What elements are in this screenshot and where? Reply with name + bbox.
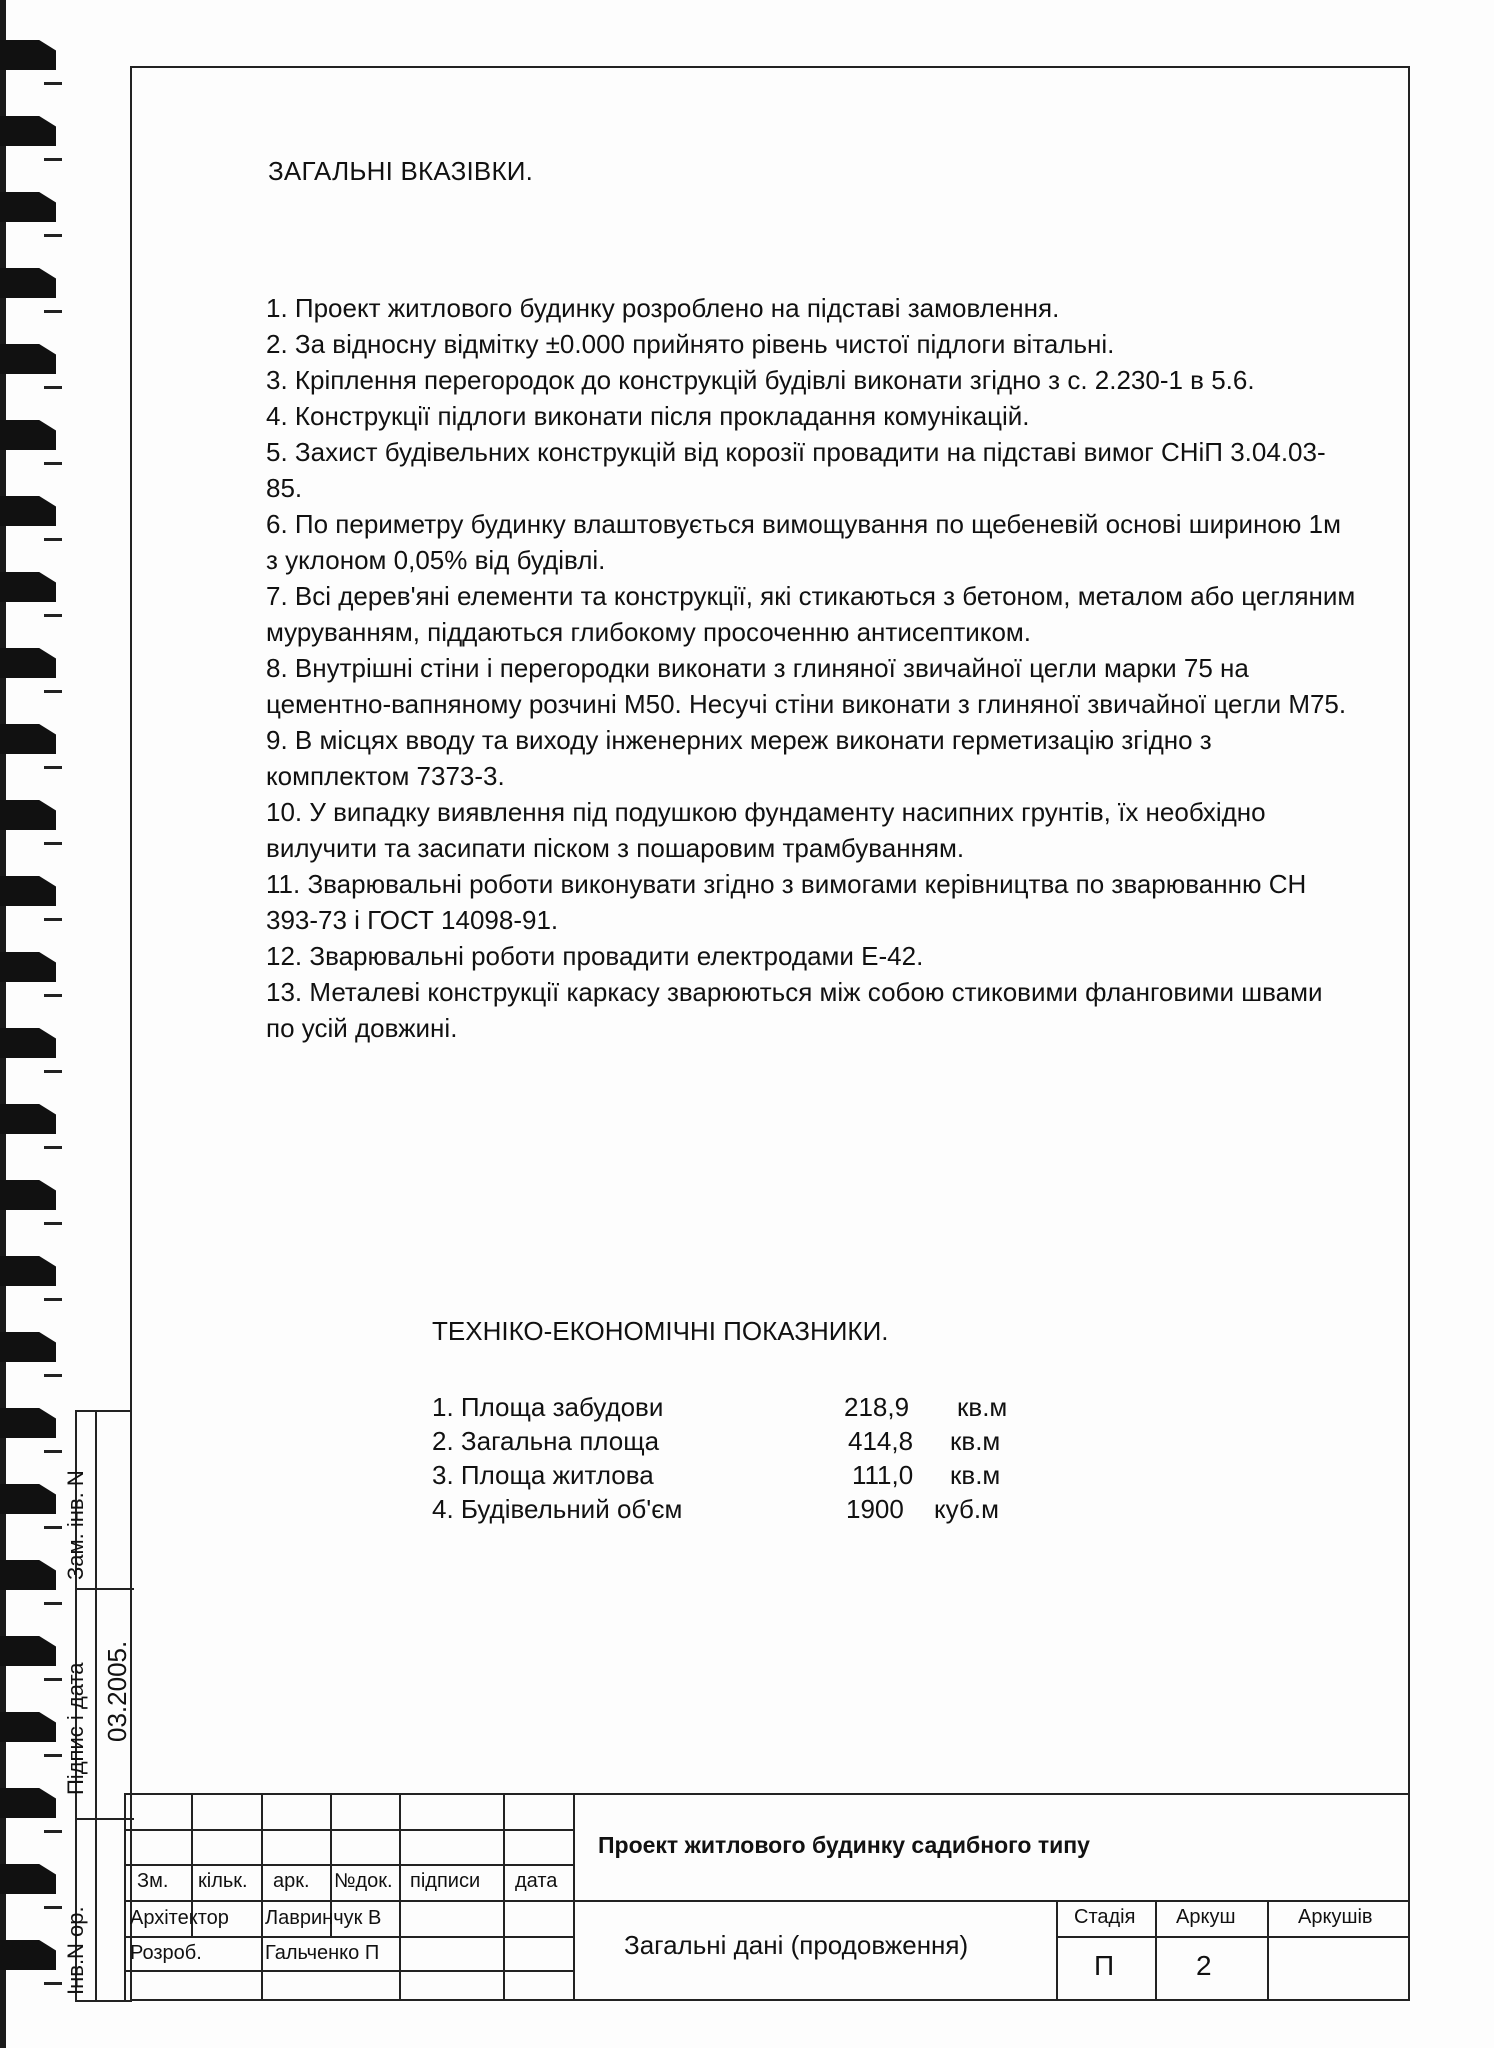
binding-tick bbox=[44, 994, 62, 997]
tb-line bbox=[124, 1793, 1410, 1795]
tb-col-header: арк. bbox=[273, 1870, 310, 1892]
note-item: 8. Внутрішні стіни і перегородки виконати з глиняної звичайної цегли марки 75 на цементно-вапняному розчині М50. Несучі стіни виконати з глиняної звичайної цегли М75. bbox=[266, 653, 1347, 719]
binding-tick bbox=[44, 386, 62, 389]
note-item: 5. Захист будівельних конструкцій від корозії провадити на підставі вимог СНіП 3.04.03-85. bbox=[266, 437, 1326, 503]
tep-row bbox=[432, 1424, 1052, 1458]
binding-tooth bbox=[0, 1712, 56, 1742]
binding-tooth bbox=[0, 724, 56, 754]
tep-label: 2. Загальна площа bbox=[432, 1426, 660, 1456]
tb-col-header: дата bbox=[515, 1870, 558, 1892]
binding-tooth bbox=[0, 952, 56, 982]
tb-person: Гальченко П bbox=[265, 1942, 380, 1964]
tep-label: 4. Будівельний об'єм bbox=[432, 1494, 683, 1524]
binding-tooth bbox=[0, 268, 56, 298]
binding-tick bbox=[44, 1222, 62, 1225]
binding-tooth bbox=[0, 40, 56, 70]
binding-tooth bbox=[0, 1180, 56, 1210]
tb-line bbox=[124, 1793, 126, 2001]
page-heading: ЗАГАЛЬНІ ВКАЗІВКИ. bbox=[268, 156, 534, 186]
note-item: 11. Зварювальні роботи виконувати згідно з вимогами керівництва по зварюванню СН 393-73 і ГОСТ 14098-91. bbox=[266, 869, 1307, 935]
inv-label: Інв.N ор. bbox=[63, 1906, 88, 1995]
note-item: 10. У випадку виявлення під подушкою фундаменту насипних грунтів, їх необхідно вилучити та засипати піском з пошаровим трамбуванням. bbox=[266, 797, 1266, 863]
note-item: 7. Всі дерев'яні елементи та конструкції, які стикаються з бетоном, металом або цегляним муруванням, піддаються глибокому просоченню антисептиком. bbox=[266, 581, 1356, 647]
binding-tooth bbox=[0, 876, 56, 906]
tep-unit: кв.м bbox=[950, 1460, 1001, 1490]
tep-row bbox=[432, 1492, 1052, 1526]
tb-line bbox=[1155, 1900, 1157, 2001]
binding-tooth bbox=[0, 1788, 56, 1818]
binding-tooth bbox=[0, 572, 56, 602]
tep-label: 3. Площа житлова bbox=[432, 1460, 654, 1490]
note-item: 4. Конструкції підлоги виконати після прокладання комунікацій. bbox=[266, 401, 1030, 431]
tep-value: 218,9 bbox=[844, 1392, 910, 1422]
tb-line bbox=[399, 1793, 401, 2001]
stage-value: П bbox=[1094, 1950, 1115, 1981]
note-item: 2. За відносну відмітку ±0.000 прийнято рівень чистої підлоги вітальні. bbox=[266, 329, 1115, 359]
binding-tooth bbox=[0, 1560, 56, 1590]
tep-row bbox=[432, 1458, 1052, 1492]
tep-label: 1. Площа забудови bbox=[432, 1392, 664, 1422]
tep-row bbox=[432, 1390, 1052, 1424]
tb-col-header: Зм. bbox=[137, 1870, 169, 1892]
binding-tooth bbox=[0, 1408, 56, 1438]
sheet-number: 2 bbox=[1196, 1950, 1212, 1981]
tb-line bbox=[573, 1793, 575, 2001]
binding-tick bbox=[44, 1298, 62, 1301]
note-item: 6. По периметру будинку влаштовується вимощування по щебеневій основі шириною 1м з уклоном 0,05% від будівлі. bbox=[266, 509, 1341, 575]
binding-tick bbox=[44, 82, 62, 85]
binding-tooth bbox=[0, 116, 56, 146]
binding-tooth bbox=[0, 800, 56, 830]
binding-tick bbox=[44, 1678, 62, 1681]
tep-unit: кв.м bbox=[957, 1392, 1008, 1422]
zam-label: Зам. інв. N bbox=[63, 1470, 88, 1580]
binding-tooth bbox=[0, 1940, 56, 1970]
note-item: 13. Металеві конструкції каркасу зварюються між собою стиковими фланговими швами по усій довжині. bbox=[266, 977, 1323, 1043]
binding-tick bbox=[44, 310, 62, 313]
tb-col-header: №док. bbox=[334, 1870, 393, 1892]
note-item: 12. Зварювальні роботи провадити електродами Е-42. bbox=[266, 941, 924, 971]
binding-tick bbox=[44, 766, 62, 769]
binding-strip bbox=[0, 0, 62, 2048]
binding-tooth bbox=[0, 344, 56, 374]
binding-tick bbox=[44, 1450, 62, 1453]
binding-tooth bbox=[0, 1484, 56, 1514]
binding-tooth bbox=[0, 420, 56, 450]
sign-date-label: Підпис і дата bbox=[63, 1662, 88, 1795]
binding-tooth bbox=[0, 1028, 56, 1058]
binding-tick bbox=[44, 1146, 62, 1149]
binding-tick bbox=[44, 1602, 62, 1605]
stage-label: Стадія bbox=[1074, 1906, 1136, 1928]
side-stamp-inner-line bbox=[95, 1410, 97, 2002]
tb-line bbox=[124, 1936, 574, 1938]
tb-col-header: підписи bbox=[410, 1870, 481, 1892]
binding-tick bbox=[44, 1374, 62, 1377]
binding-tick bbox=[44, 1070, 62, 1073]
binding-tick bbox=[44, 842, 62, 845]
binding-tooth bbox=[0, 1256, 56, 1286]
tb-line bbox=[261, 1793, 263, 2001]
note-item: 1. Проект житлового будинку розроблено на підставі замовлення. bbox=[266, 293, 1060, 323]
general-notes bbox=[266, 290, 1356, 1046]
binding-tooth bbox=[0, 1864, 56, 1894]
sheet-label: Аркуш bbox=[1176, 1906, 1236, 1928]
project-title: Проект житлового будинку садибного типу bbox=[598, 1832, 1090, 1858]
tep-value: 1900 bbox=[846, 1494, 904, 1524]
binding-tooth bbox=[0, 648, 56, 678]
tb-col-header: кільк. bbox=[198, 1870, 248, 1892]
tb-role: Архітектор bbox=[130, 1907, 229, 1929]
tb-line bbox=[1056, 1900, 1058, 2001]
binding-tick bbox=[44, 1754, 62, 1757]
binding-tick bbox=[44, 158, 62, 161]
binding-tick bbox=[44, 918, 62, 921]
tep-list bbox=[432, 1390, 1052, 1526]
note-item: 9. В місцях вводу та виходу інженерних мереж виконати герметизацію згідно з комплектом 7373-3. bbox=[266, 725, 1212, 791]
tep-value: 111,0 bbox=[852, 1460, 914, 1490]
sheets-label: Аркушів bbox=[1298, 1906, 1373, 1928]
tep-unit: кв.м bbox=[950, 1426, 1001, 1456]
binding-tick bbox=[44, 690, 62, 693]
tb-line bbox=[124, 1900, 1410, 1902]
stamp-date: 03.2005. bbox=[102, 1640, 132, 1742]
binding-tick bbox=[44, 1982, 62, 1985]
binding-tick bbox=[44, 614, 62, 617]
binding-tick bbox=[44, 1830, 62, 1833]
sheet-title: Загальні дані (продовження) bbox=[624, 1930, 969, 1960]
tb-person: Лавринчук В bbox=[265, 1907, 382, 1929]
binding-tooth bbox=[0, 1332, 56, 1362]
binding-tick bbox=[44, 1906, 62, 1909]
side-stamp-divider bbox=[77, 1588, 134, 1590]
binding-tooth bbox=[0, 496, 56, 526]
binding-tick bbox=[44, 538, 62, 541]
tb-line bbox=[1056, 1936, 1410, 1938]
binding-tick bbox=[44, 1526, 62, 1529]
tb-line bbox=[1267, 1900, 1269, 2001]
binding-tooth bbox=[0, 192, 56, 222]
binding-tick bbox=[44, 234, 62, 237]
tb-line bbox=[503, 1793, 505, 2001]
binding-tooth bbox=[0, 1636, 56, 1666]
note-item: 3. Кріплення перегородок до конструкцій будівлі виконати згідно з с. 2.230-1 в 5.6. bbox=[266, 365, 1255, 395]
tep-title: ТЕХНІКО-ЕКОНОМІЧНІ ПОКАЗНИКИ. bbox=[432, 1316, 889, 1346]
tep-value: 414,8 bbox=[848, 1426, 914, 1456]
binding-tick bbox=[44, 462, 62, 465]
tb-role: Розроб. bbox=[130, 1942, 202, 1964]
tb-line bbox=[124, 1970, 574, 1972]
tep-unit: куб.м bbox=[934, 1494, 999, 1524]
binding-tooth bbox=[0, 1104, 56, 1134]
